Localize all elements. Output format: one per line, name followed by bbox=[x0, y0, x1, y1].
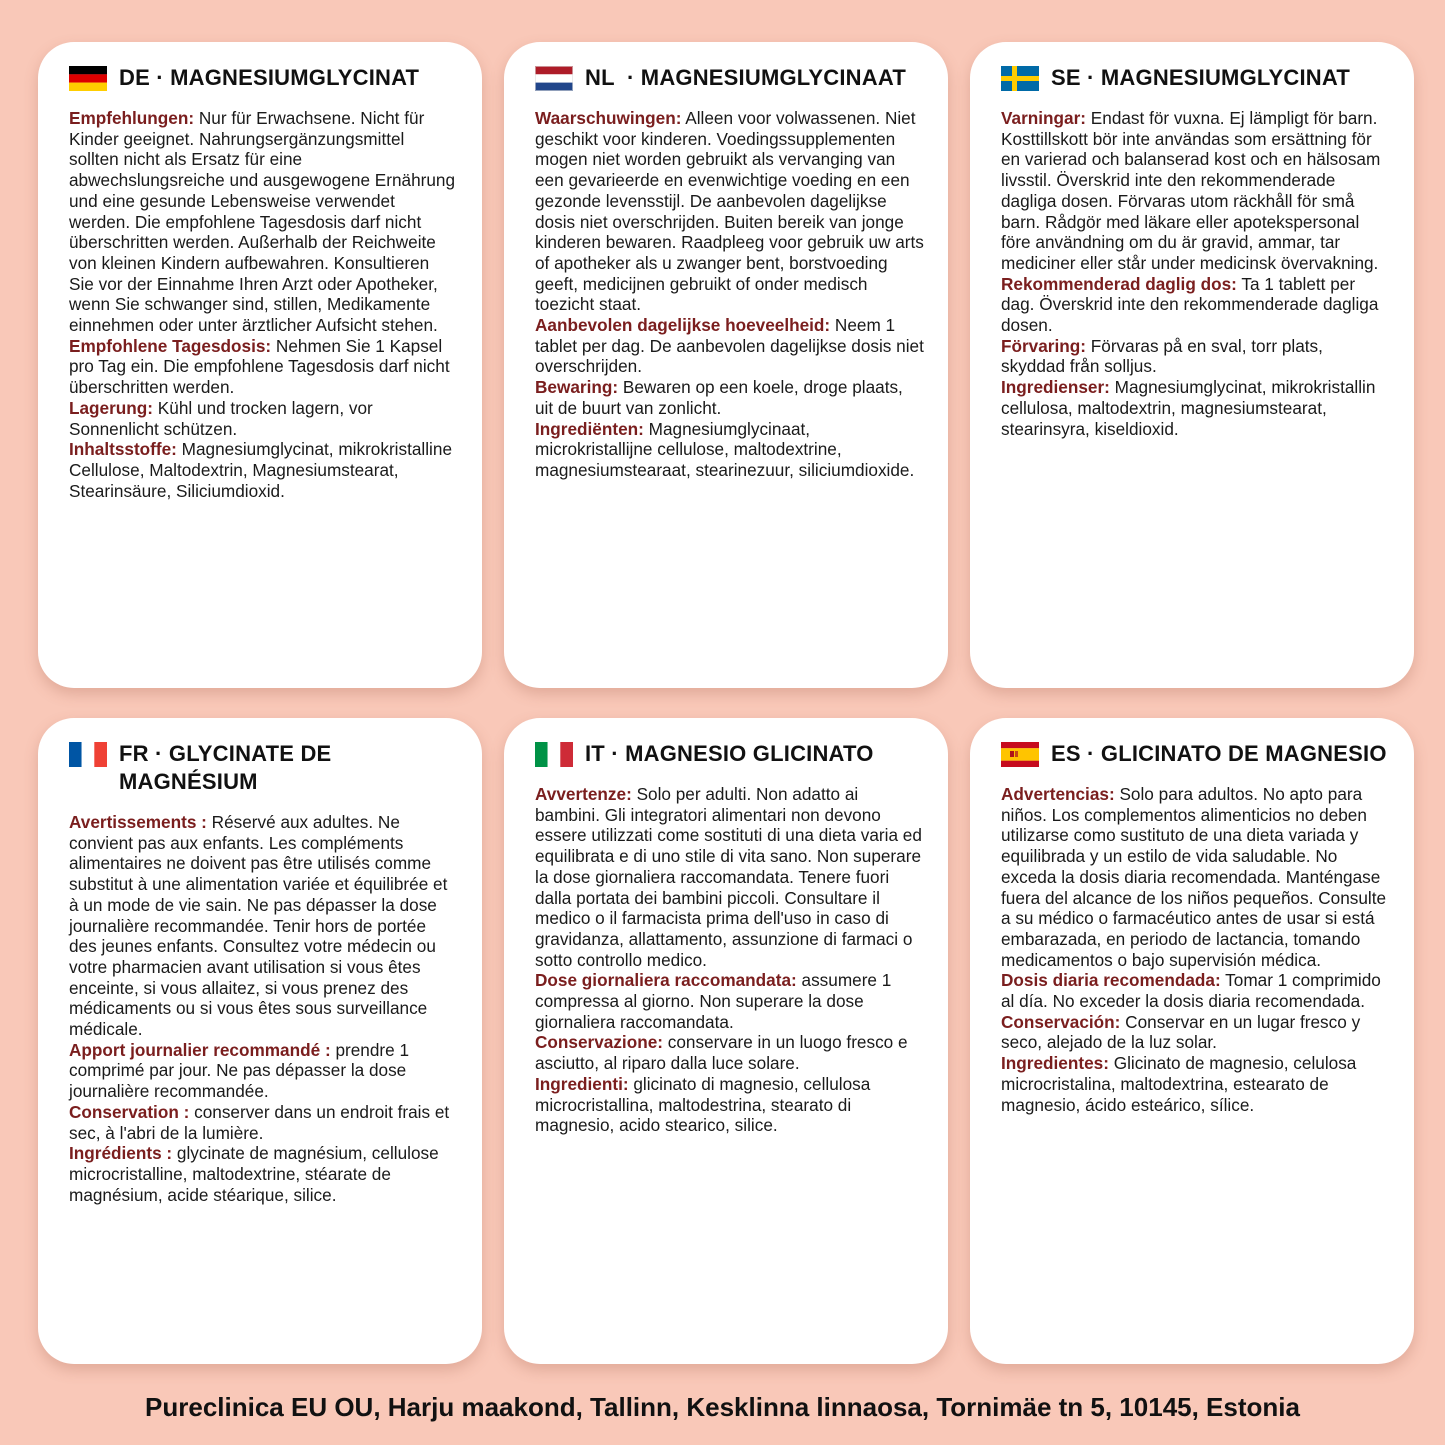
section-text: Endast för vuxna. Ej lämpligt för barn. Kosttillskott bör inte användas som ersättning för en varierad och balanserad kost och en hälsosam livsstil. Överskrid inte den rekommenderade dagliga dosen. Förvaras utom räckhåll för små barn. Rådgör med läkare eller apotekspersonal före användning om du är gravid, ammar, tar mediciner eller står under medicinsk övervakning. bbox=[1001, 108, 1381, 273]
section-warnings bbox=[535, 108, 924, 315]
section-storage bbox=[69, 398, 458, 439]
card-title: IT · MAGNESIO GLICINATO bbox=[585, 741, 874, 766]
section-label: Förvaring: bbox=[1001, 335, 1086, 356]
section-label: Ingrédients : bbox=[69, 1143, 173, 1164]
section-label: Bewaring: bbox=[535, 377, 619, 398]
section-label: Avvertenze: bbox=[535, 784, 632, 804]
section-storage bbox=[535, 1032, 924, 1073]
section-daily-dose bbox=[535, 970, 924, 1032]
section-daily-dose bbox=[535, 315, 924, 377]
section-text: glicinato di magnesio, cellulosa microcristallina, maltodestrina, stearato di magnesio, acido stearico, silice. bbox=[535, 1073, 871, 1136]
section-daily-dose bbox=[69, 336, 458, 398]
section-text: Förvaras på en sval, torr plats, skyddad från solljus. bbox=[1001, 335, 1323, 377]
section-daily-dose bbox=[69, 1040, 458, 1102]
section-label: Ingredientes: bbox=[1001, 1053, 1109, 1074]
section-text: Conservar en un lugar fresco y seco, alejado de la luz solar. bbox=[1001, 1011, 1361, 1053]
section-text: Magnesiumglycinaat, microkristallijne cellulose, maltodextrine, magnesiumstearaat, stearinezuur, siliciumdioxide. bbox=[535, 418, 915, 480]
section-text: Alleen voor volwassenen. Niet geschikt voor kinderen. Voedingssupplementen mogen niet worden gebruikt als vervanging van een gevarieerde en evenwichtige voeding en een gezonde levensstijl. De aanbevolen dagelijkse dosis niet overschrijden. Buiten bereik van jonge kinderen bewaren. Raadpleeg voor gebruik uw arts of apotheker als u zwanger bent, borstvoeding geeft, medicijnen gebruikt of onder medisch toezicht staat. bbox=[535, 108, 924, 315]
card-body bbox=[69, 812, 458, 1205]
netherlands-flag-icon bbox=[535, 66, 573, 91]
section-label: Dose giornaliera raccomandata: bbox=[535, 970, 797, 991]
section-text: Tomar 1 comprimido al día. No exceder la dosis diaria recomendada. bbox=[1001, 970, 1381, 1012]
section-text: assumere 1 compressa al giorno. Non superare la dose giornaliera raccomandata. bbox=[535, 970, 892, 1032]
section-warnings bbox=[69, 108, 458, 336]
card-title: SE · MAGNESIUMGLYCINAT bbox=[1051, 65, 1350, 90]
germany-flag-icon bbox=[69, 66, 107, 91]
section-daily-dose bbox=[1001, 970, 1390, 1011]
section-warnings bbox=[69, 812, 458, 1040]
card-title: DE · MAGNESIUMGLYCINAT bbox=[119, 65, 420, 90]
section-warnings bbox=[1001, 784, 1390, 970]
section-label: Lagerung: bbox=[69, 397, 154, 418]
section-ingredients bbox=[535, 419, 924, 481]
section-text: prendre 1 comprimé par jour. Ne pas dépasser la dose journalière recommandée. bbox=[69, 1039, 410, 1102]
section-warnings bbox=[535, 784, 924, 970]
card-header bbox=[1001, 64, 1390, 92]
section-ingredients bbox=[1001, 377, 1390, 439]
section-text: Neem 1 tablet per dag. De aanbevolen dagelijkse dosis niet overschrijden. bbox=[535, 315, 924, 377]
card-title: FR · GLYCINATE DE MAGNÉSIUM bbox=[119, 741, 332, 794]
section-storage bbox=[1001, 1012, 1390, 1053]
card-body bbox=[1001, 784, 1390, 1115]
section-label: Aanbevolen dagelijkse hoeveelheid: bbox=[535, 315, 831, 336]
section-text: Magnesiumglycinat, mikrokristallin cellulosa, maltodextrin, magnesiumstearat, stearinsyra, kiseldioxid. bbox=[1001, 377, 1376, 439]
section-label: Waarschuwingen: bbox=[535, 108, 682, 128]
card-body bbox=[69, 108, 458, 501]
section-label: Empfohlene Tagesdosis: bbox=[69, 335, 272, 356]
section-text: Solo per adulti. Non adatto ai bambini. Gli integratori alimentari non devono essere utilizzati come sostituti di una dieta varia ed equilibrata e di uno stile di vita sano. Non superare la dose giornaliera raccomandata. Tenere fuori dalla portata dei bambini piccoli. Consultare il medico o il farmacista prima dell'uso in caso di gravidanza, allattamento, assunzione di farmaci o sotto controllo medico. bbox=[535, 784, 922, 970]
section-text: Magnesiumglycinat, mikrokristalline Cellulose, Maltodextrin, Magnesiumstearat, Stearinsäure, Siliciumdioxid. bbox=[69, 439, 452, 501]
card-body bbox=[1001, 108, 1390, 439]
card-title: ES · GLICINATO DE MAGNESIO bbox=[1051, 741, 1387, 766]
section-text: Kühl und trocken lagern, vor Sonnenlicht schützen. bbox=[69, 397, 373, 439]
section-text: Ta 1 tablett per dag. Överskrid inte den rekommenderade dagliga dosen. bbox=[1001, 273, 1379, 336]
card-it bbox=[504, 718, 948, 1364]
section-label: Varningar: bbox=[1001, 108, 1087, 128]
section-text: Nur für Erwachsene. Nicht für Kinder geeignet. Nahrungsergänzungsmittel sollten nicht als Ersatz für eine abwechslungsreiche und ausgewogene Ernährung und eine gesunde Lebensweise verwendet werden. Die empfohlene Tagesdosis darf nicht überschritten werden. Außerhalb der Reichweite von kleinen Kindern aufbewahren. Konsultieren Sie vor der Einnahme Ihren Arzt oder Apotheker, wenn Sie schwanger sind, stillen, Medikamente einnehmen oder unter ärztlicher Aufsicht stehen. bbox=[69, 108, 456, 336]
section-ingredients bbox=[535, 1074, 924, 1136]
card-header bbox=[1001, 740, 1390, 768]
section-storage bbox=[1001, 336, 1390, 377]
company-address: Pureclinica EU OU, Harju maakond, Tallinn, Kesklinna linnaosa, Tornimäe tn 5, 10145, Estonia bbox=[145, 1392, 1300, 1422]
section-ingredients bbox=[69, 439, 458, 501]
section-ingredients bbox=[69, 1143, 458, 1205]
section-text: conserver dans un endroit frais et sec, à l'abri de la lumière. bbox=[69, 1101, 450, 1143]
section-label: Inhaltsstoffe: bbox=[69, 439, 177, 460]
section-daily-dose bbox=[1001, 274, 1390, 336]
section-warnings bbox=[1001, 108, 1390, 274]
italy-flag-icon bbox=[535, 742, 573, 767]
card-nl bbox=[504, 42, 948, 688]
card-header bbox=[535, 740, 924, 768]
card-header bbox=[69, 740, 458, 796]
section-label: Dosis diaria recomendada: bbox=[1001, 970, 1221, 991]
card-title: NL · MAGNESIUMGLYCINAAT bbox=[585, 65, 906, 90]
section-label: Avertissements : bbox=[69, 812, 207, 832]
section-text: Glicinato de magnesio, celulosa microcristalina, maltodextrina, estearato de magnesio, ácido esteárico, sílice. bbox=[1001, 1053, 1357, 1115]
spain-flag-icon bbox=[1001, 742, 1039, 767]
section-label: Ingredienti: bbox=[535, 1073, 629, 1094]
section-label: Rekommenderad daglig dos: bbox=[1001, 273, 1237, 294]
section-label: Ingredienser: bbox=[1001, 377, 1110, 398]
card-de bbox=[38, 42, 482, 688]
card-es bbox=[970, 718, 1414, 1364]
section-text: Bewaren op een koele, droge plaats, uit de buurt van zonlicht. bbox=[535, 377, 903, 418]
section-ingredients bbox=[1001, 1053, 1390, 1115]
section-text: Solo para adultos. No apto para niños. Los complementos alimenticios no deben utilizarse como sustituto de una dieta variada y equilibrada y un estilo de vida saludable. No exceda la dosis diaria recomendada. Manténgase fuera del alcance de los niños pequeños. Consulte a su médico o farmacéutico antes de usar si está embarazada, en periodo de lactancia, tomando medicamentos o bajo supervisión médica. bbox=[1001, 784, 1387, 970]
section-storage bbox=[535, 377, 924, 418]
section-text: conservare in un luogo fresco e asciutto, al riparo dalla luce solare. bbox=[535, 1032, 908, 1074]
section-storage bbox=[69, 1102, 458, 1143]
section-label: Conservation : bbox=[69, 1101, 190, 1122]
card-se bbox=[970, 42, 1414, 688]
card-body bbox=[535, 108, 924, 481]
card-header bbox=[535, 64, 924, 92]
section-label: Empfehlungen: bbox=[69, 108, 195, 128]
sweden-flag-icon bbox=[1001, 66, 1039, 91]
section-text: Réservé aux adultes. Ne convient pas aux enfants. Les compléments alimentaires ne doivent pas être utilisés comme substitut à une alimentation variée et équilibrée et à un mode de vie sain. Ne pas dépasser la dose journalière recommandée. Tenir hors de portée des jeunes enfants. Consultez votre médecin ou votre pharmacien avant utilisation si vous êtes enceinte, si vous allaitez, si vous prenez des médicaments ou si vous êtes sous surveillance médicale. bbox=[69, 812, 448, 1040]
section-label: Conservación: bbox=[1001, 1011, 1121, 1032]
section-label: Ingrediënten: bbox=[535, 418, 644, 439]
section-label: Apport journalier recommandé : bbox=[69, 1039, 331, 1060]
card-header bbox=[69, 64, 458, 92]
section-label: Advertencias: bbox=[1001, 784, 1115, 804]
card-body bbox=[535, 784, 924, 1136]
section-text: Nehmen Sie 1 Kapsel pro Tag ein. Die empfohlene Tagesdosis darf nicht überschritten werden. bbox=[69, 335, 450, 398]
section-label: Conservazione: bbox=[535, 1032, 663, 1053]
card-fr bbox=[38, 718, 482, 1364]
section-text: glycinate de magnésium, cellulose microcristalline, maltodextrine, stéarate de magnésium, acide stéarique, silice. bbox=[69, 1143, 439, 1205]
